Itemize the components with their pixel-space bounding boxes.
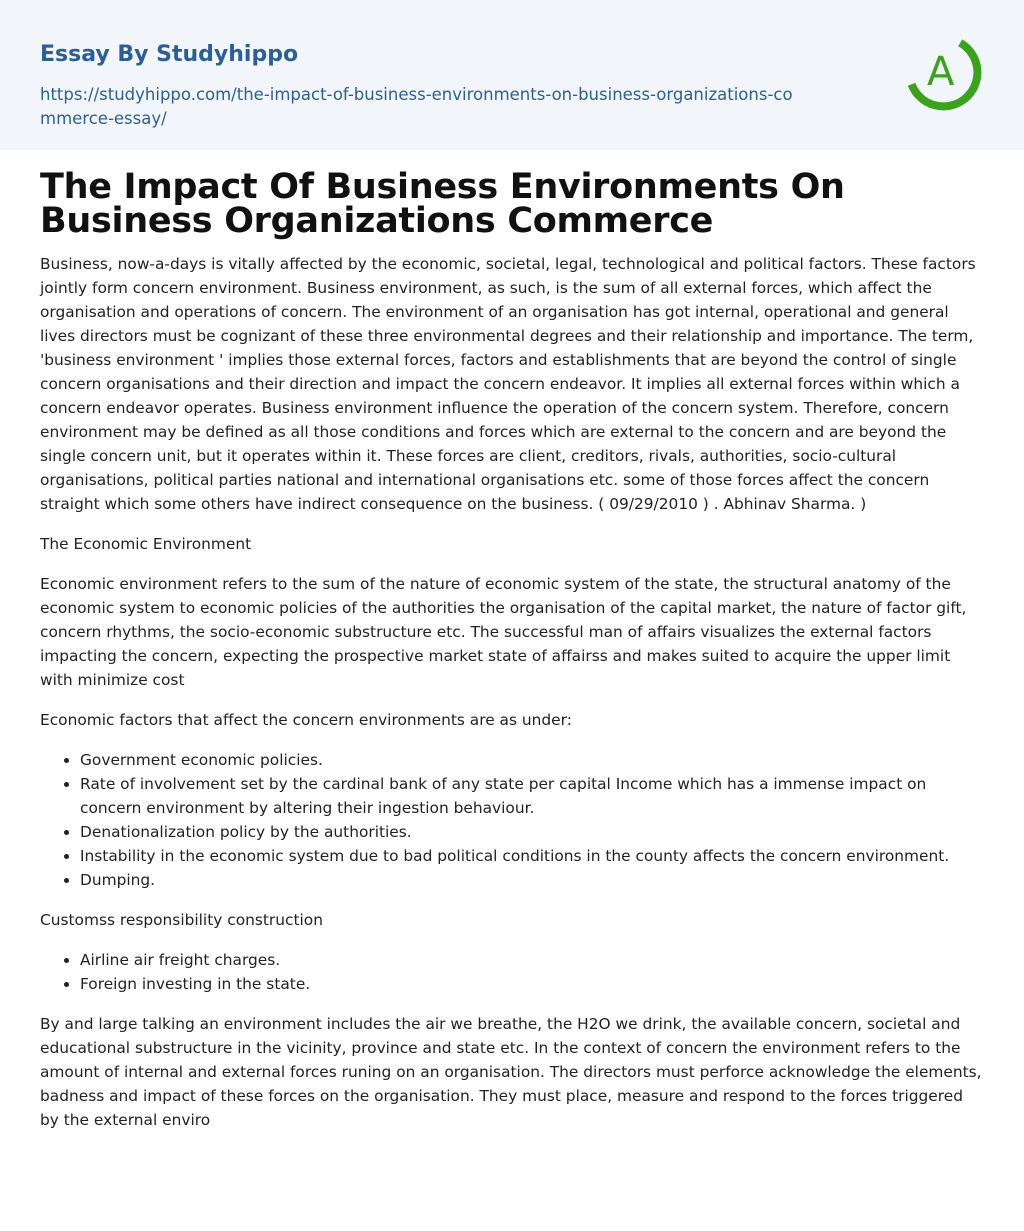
economic-factors-intro: Economic factors that affect the concern environments are as under: [40,711,572,729]
site-brand[interactable]: Essay By Studyhippo [40,42,299,67]
list-item: • Government economic policies. [80,748,984,772]
list-item: • Foreign investing in the state. [80,972,984,996]
economic-factors-list [40,748,984,892]
intro-paragraph: Business, now-a-days is vitally affected by the economic, societal, legal, technological and political factors. These factors jointly form concern environment. Business environment, as such, is the sum of all external forces, which affect the organisation and operations of concern. The environment of an organisation has got internal, operational and general lives directors must be cognizant of these three environmental degrees and their relationship and importance. The term, 'business environment ' implies those external forces, factors and establishments that are beyond the control of single concern organisations and their direction and impact the concern endeavor. It implies all external forces within which a concern endeavor operates. Business environment influence the operation of the concern system. Therefore, concern environment may be defined as all those conditions and forces which are external to the concern and are beyond the single concern unit, but it operates within it. These forces are client, creditors, rivals, authorities, socio-cultural organisations, political parties national and international organisations etc. some of those forces affect the concern straight which some others have indirect consequence on the business. ( 09/29/2010 ) . Abhinav Sharma. ) [40,255,976,513]
list-item: • Dumping. [80,868,984,892]
studyhippo-logo-icon[interactable] [900,28,986,114]
article [0,150,1024,1132]
list-item: • Denationalization policy by the authorities. [80,820,984,844]
environment-paragraph: By and large talking an environment includes the air we breathe, the H2O we drink, the available concern, societal and educational substructure in the vicinity, province and state etc. In the context of concern the environment refers to the amount of internal and external forces runing on an organisation. The directors must perforce acknowledge the elements, badness and impact of these forces on the organisation. They must place, measure and respond to the forces triggered by the external enviro [40,1015,982,1129]
customs-list [40,948,984,996]
list-item: • Instability in the economic system due to bad political conditions in the county affects the concern environment. [80,844,984,868]
economic-environment-paragraph: Economic environment refers to the sum of the nature of economic system of the state, the structural anatomy of the economic system to economic policies of the authorities the organisation of the capital market, the nature of factor gift, concern rhythms, the socio-economic substructure etc. The successful man of affairs visualizes the external factors impacting the concern, expecting the prospective market state of affairss and makes suited to acquire the upper limit with minimize cost [40,575,967,689]
article-title: The Impact Of Business Environments On Business Organizations Commerce [40,167,845,241]
economic-environment-heading: The Economic Environment [40,535,252,553]
list-item: • Rate of involvement set by the cardinal bank of any state per capital Income which has a immense impact on concern environment by altering their ingestion behaviour. [80,772,984,820]
logo-letter: A [927,49,955,95]
list-item: • Airline air freight charges. [80,948,984,972]
customs-heading: Customss responsibility construction [40,911,323,929]
site-header [0,0,1024,150]
essay-url-link[interactable]: https://studyhippo.com/the-impact-of-business-environments-on-business-organizations-commerce-essay/ [40,85,793,128]
